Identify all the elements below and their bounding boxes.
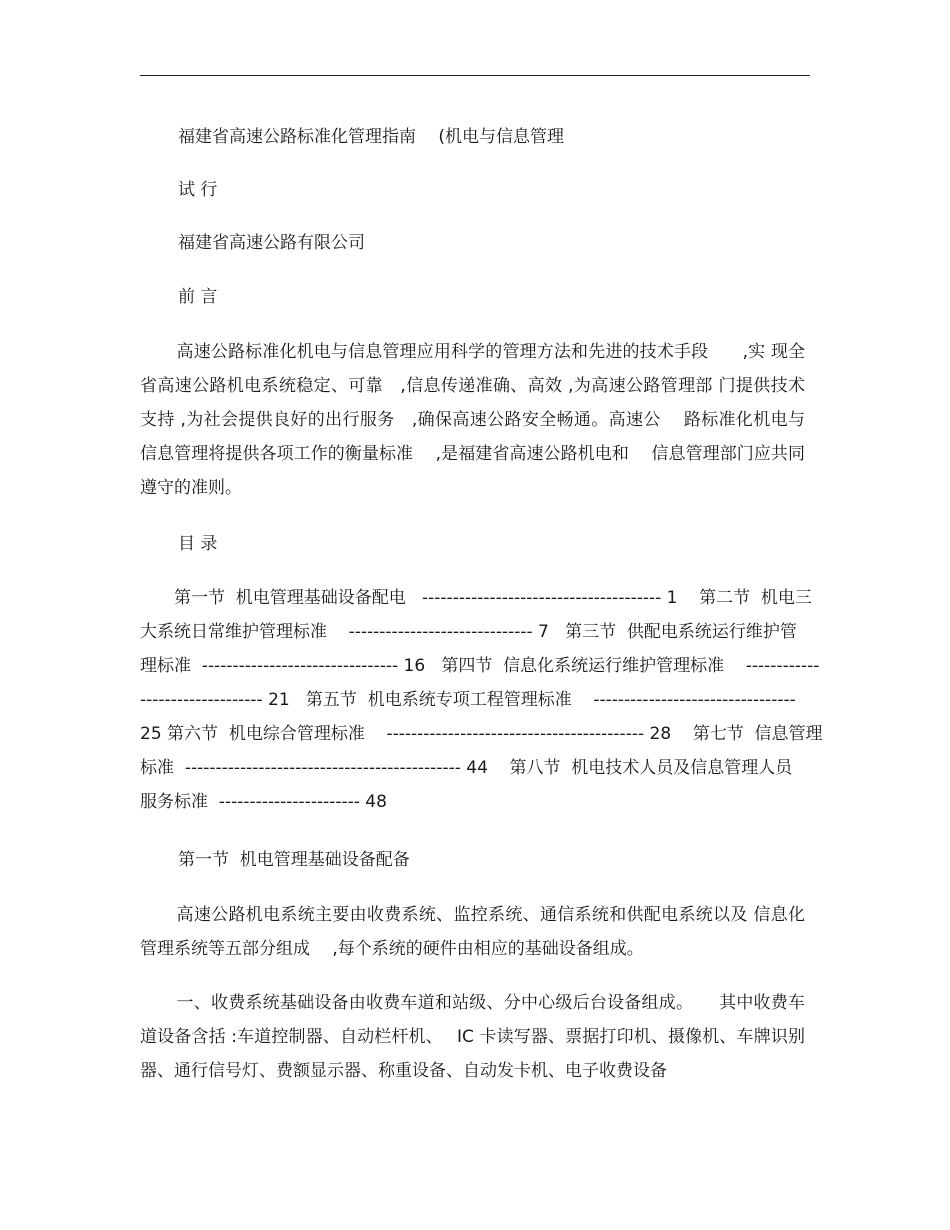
toc-line: 标准 --------------------------------------------- 44 第八节 机电技术人员及信息管理人员 — [140, 758, 793, 778]
trial-label: 试 行 — [178, 180, 218, 200]
toc-line: 第一节 机电管理基础设备配电 --------------------------------------- 1 第二节 机电三 — [140, 588, 812, 608]
section1-paragraph: 高速公路机电系统主要由收费系统、监控系统、通信系统和供配电系统以及 信息化管理系统等五部分组成 ,每个系统的硬件由相应的基础设备组成。 — [140, 905, 805, 959]
toc-line: 理标准 -------------------------------- 16 第四节 信息化系统运行维护管理标准 ------------ — [140, 656, 820, 676]
preface-heading: 前 言 — [178, 287, 218, 307]
header-rule — [140, 75, 810, 76]
company-name: 福建省高速公路有限公司 — [178, 233, 365, 253]
toc-line: 25 第六节 机电综合管理标准 ------------------------------------------ 28 第七节 信息管理 — [140, 724, 823, 744]
toc-line: -------------------- 21 第五节 机电系统专项工程管理标准 --------------------------------- — [140, 690, 796, 710]
toc-line: 服务标准 ----------------------- 48 — [140, 792, 387, 812]
section1-heading: 第一节 机电管理基础设备配备 — [178, 850, 410, 870]
item1-paragraph: 一、收费系统基础设备由收费车道和站级、分中心级后台设备组成。 其中收费车道设备含括 :车道控制器、自动栏杆机、 IC 卡读写器、票据打印机、摄像机、车牌识别器、通行信号灯、费额显示器、称重设备、自动发卡机、电子收费设备 — [140, 993, 805, 1081]
document-title: 福建省高速公路标准化管理指南 (机电与信息管理 — [178, 127, 565, 147]
preface-paragraph: 高速公路标准化机电与信息管理应用科学的管理方法和先进的技术手段 ,实 现全省高速公路机电系统稳定、可靠 ,信息传递准确、高效 ,为高速公路管理部 门提供技术支持 ,为社会提供良好的出行服务 ,确保高速公路安全畅通。高速公 路标准化机电与信息管理将提供各项工作的衡量标准 ,是福建省高速公路机电和 信息管理部门应共同遵守的准则。 — [140, 342, 805, 498]
table-of-contents — [140, 581, 823, 819]
toc-heading: 目 录 — [178, 534, 218, 554]
toc-line: 大系统日常维护管理标准 ------------------------------ 7 第三节 供配电系统运行维护管 — [140, 622, 797, 642]
